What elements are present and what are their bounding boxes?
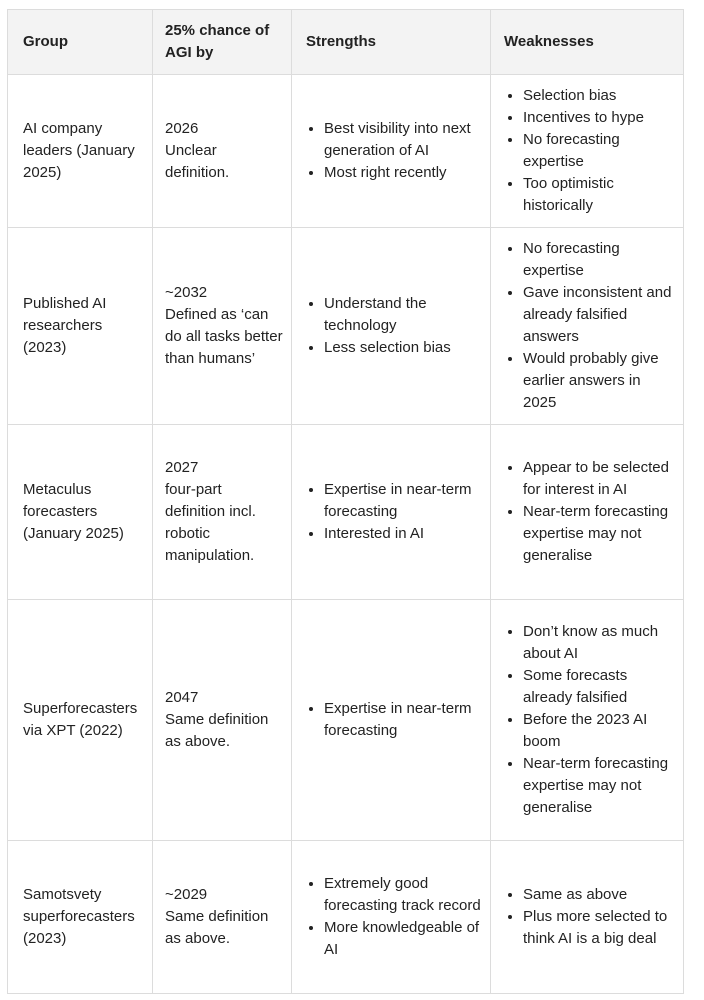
agi-year-cell xyxy=(153,600,292,841)
strengths-list xyxy=(292,698,490,742)
list-item: • Most right recently xyxy=(324,162,484,184)
agi-definition: Defined as ‘can do all tasks better than humans’ xyxy=(165,306,283,367)
strengths-cell xyxy=(292,75,491,228)
agi-year-cell xyxy=(153,75,292,228)
agi-definition: Same definition as above. xyxy=(165,908,269,947)
list-item: • Expertise in near-term forecasting xyxy=(324,479,484,523)
list-item: • Before the 2023 AI boom xyxy=(523,709,677,753)
list-item: • Some forecasts already falsified xyxy=(523,665,677,709)
weaknesses-cell xyxy=(491,841,684,994)
table-row xyxy=(8,425,684,600)
list-item: • No forecasting expertise xyxy=(523,129,677,173)
table-row xyxy=(8,600,684,841)
agi-year-cell xyxy=(153,841,292,994)
list-item: • Too optimistic historically xyxy=(523,173,677,217)
agi-year-cell xyxy=(153,425,292,600)
weaknesses-cell xyxy=(491,600,684,841)
list-item: • Would probably give earlier answers in 2025 xyxy=(523,348,677,414)
weaknesses-list xyxy=(491,85,683,217)
agi-year: ~2032 xyxy=(165,284,208,301)
weaknesses-list xyxy=(491,621,683,819)
group-cell: Published AI researchers (2023) xyxy=(8,228,153,425)
weaknesses-cell xyxy=(491,425,684,600)
weaknesses-list xyxy=(491,884,683,950)
weaknesses-cell xyxy=(491,75,684,228)
header-row xyxy=(8,10,684,75)
list-item: • Gave inconsistent and already falsified answers xyxy=(523,282,677,348)
list-item: • Same as above xyxy=(523,884,677,906)
agi-year: 2047 xyxy=(165,689,199,706)
header-group: Group xyxy=(8,10,153,75)
group-cell: Superforecasters via XPT (2022) xyxy=(8,600,153,841)
list-item: • Interested in AI xyxy=(324,523,484,545)
list-item: • Plus more selected to think AI is a big deal xyxy=(523,906,677,950)
group-cell: Samotsvety superforecasters (2023) xyxy=(8,841,153,994)
list-item: • Best visibility into next generation of AI xyxy=(324,118,484,162)
agi-year: 2026 xyxy=(165,120,199,137)
table-header xyxy=(8,10,684,75)
list-item: • Expertise in near-term forecasting xyxy=(324,698,484,742)
strengths-cell xyxy=(292,600,491,841)
strengths-cell xyxy=(292,228,491,425)
strengths-list xyxy=(292,873,490,961)
list-item: • Near-term forecasting expertise may not generalise xyxy=(523,501,677,567)
header-agi-year: 25% chance of AGI by xyxy=(153,10,292,75)
list-item: • Selection bias xyxy=(523,85,677,107)
header-weaknesses: Weaknesses xyxy=(491,10,684,75)
agi-forecast-table xyxy=(7,9,684,994)
group-cell: Metaculus forecasters (January 2025) xyxy=(8,425,153,600)
agi-definition: four-part definition incl. robotic manipulation. xyxy=(165,481,256,564)
agi-year-cell xyxy=(153,228,292,425)
agi-year: ~2029 xyxy=(165,886,208,903)
weaknesses-list xyxy=(491,457,683,567)
table-body xyxy=(8,75,684,994)
header-strengths: Strengths xyxy=(292,10,491,75)
list-item: • Understand the technology xyxy=(324,293,484,337)
list-item: • Appear to be selected for interest in AI xyxy=(523,457,677,501)
list-item: • No forecasting expertise xyxy=(523,238,677,282)
table-row xyxy=(8,228,684,425)
strengths-cell xyxy=(292,425,491,600)
list-item: • More knowledgeable of AI xyxy=(324,917,484,961)
list-item: • Less selection bias xyxy=(324,337,484,359)
list-item: • Near-term forecasting expertise may not generalise xyxy=(523,753,677,819)
list-item: • Incentives to hype xyxy=(523,107,677,129)
agi-definition: Unclear definition. xyxy=(165,142,230,181)
group-cell: AI company leaders (January 2025) xyxy=(8,75,153,228)
weaknesses-list xyxy=(491,238,683,414)
strengths-list xyxy=(292,293,490,359)
agi-definition: Same definition as above. xyxy=(165,711,269,750)
strengths-list xyxy=(292,479,490,545)
strengths-cell xyxy=(292,841,491,994)
agi-year: 2027 xyxy=(165,459,199,476)
list-item: • Extremely good forecasting track record xyxy=(324,873,484,917)
weaknesses-cell xyxy=(491,228,684,425)
table-row xyxy=(8,841,684,994)
list-item: • Don’t know as much about AI xyxy=(523,621,677,665)
table-row xyxy=(8,75,684,228)
strengths-list xyxy=(292,118,490,184)
